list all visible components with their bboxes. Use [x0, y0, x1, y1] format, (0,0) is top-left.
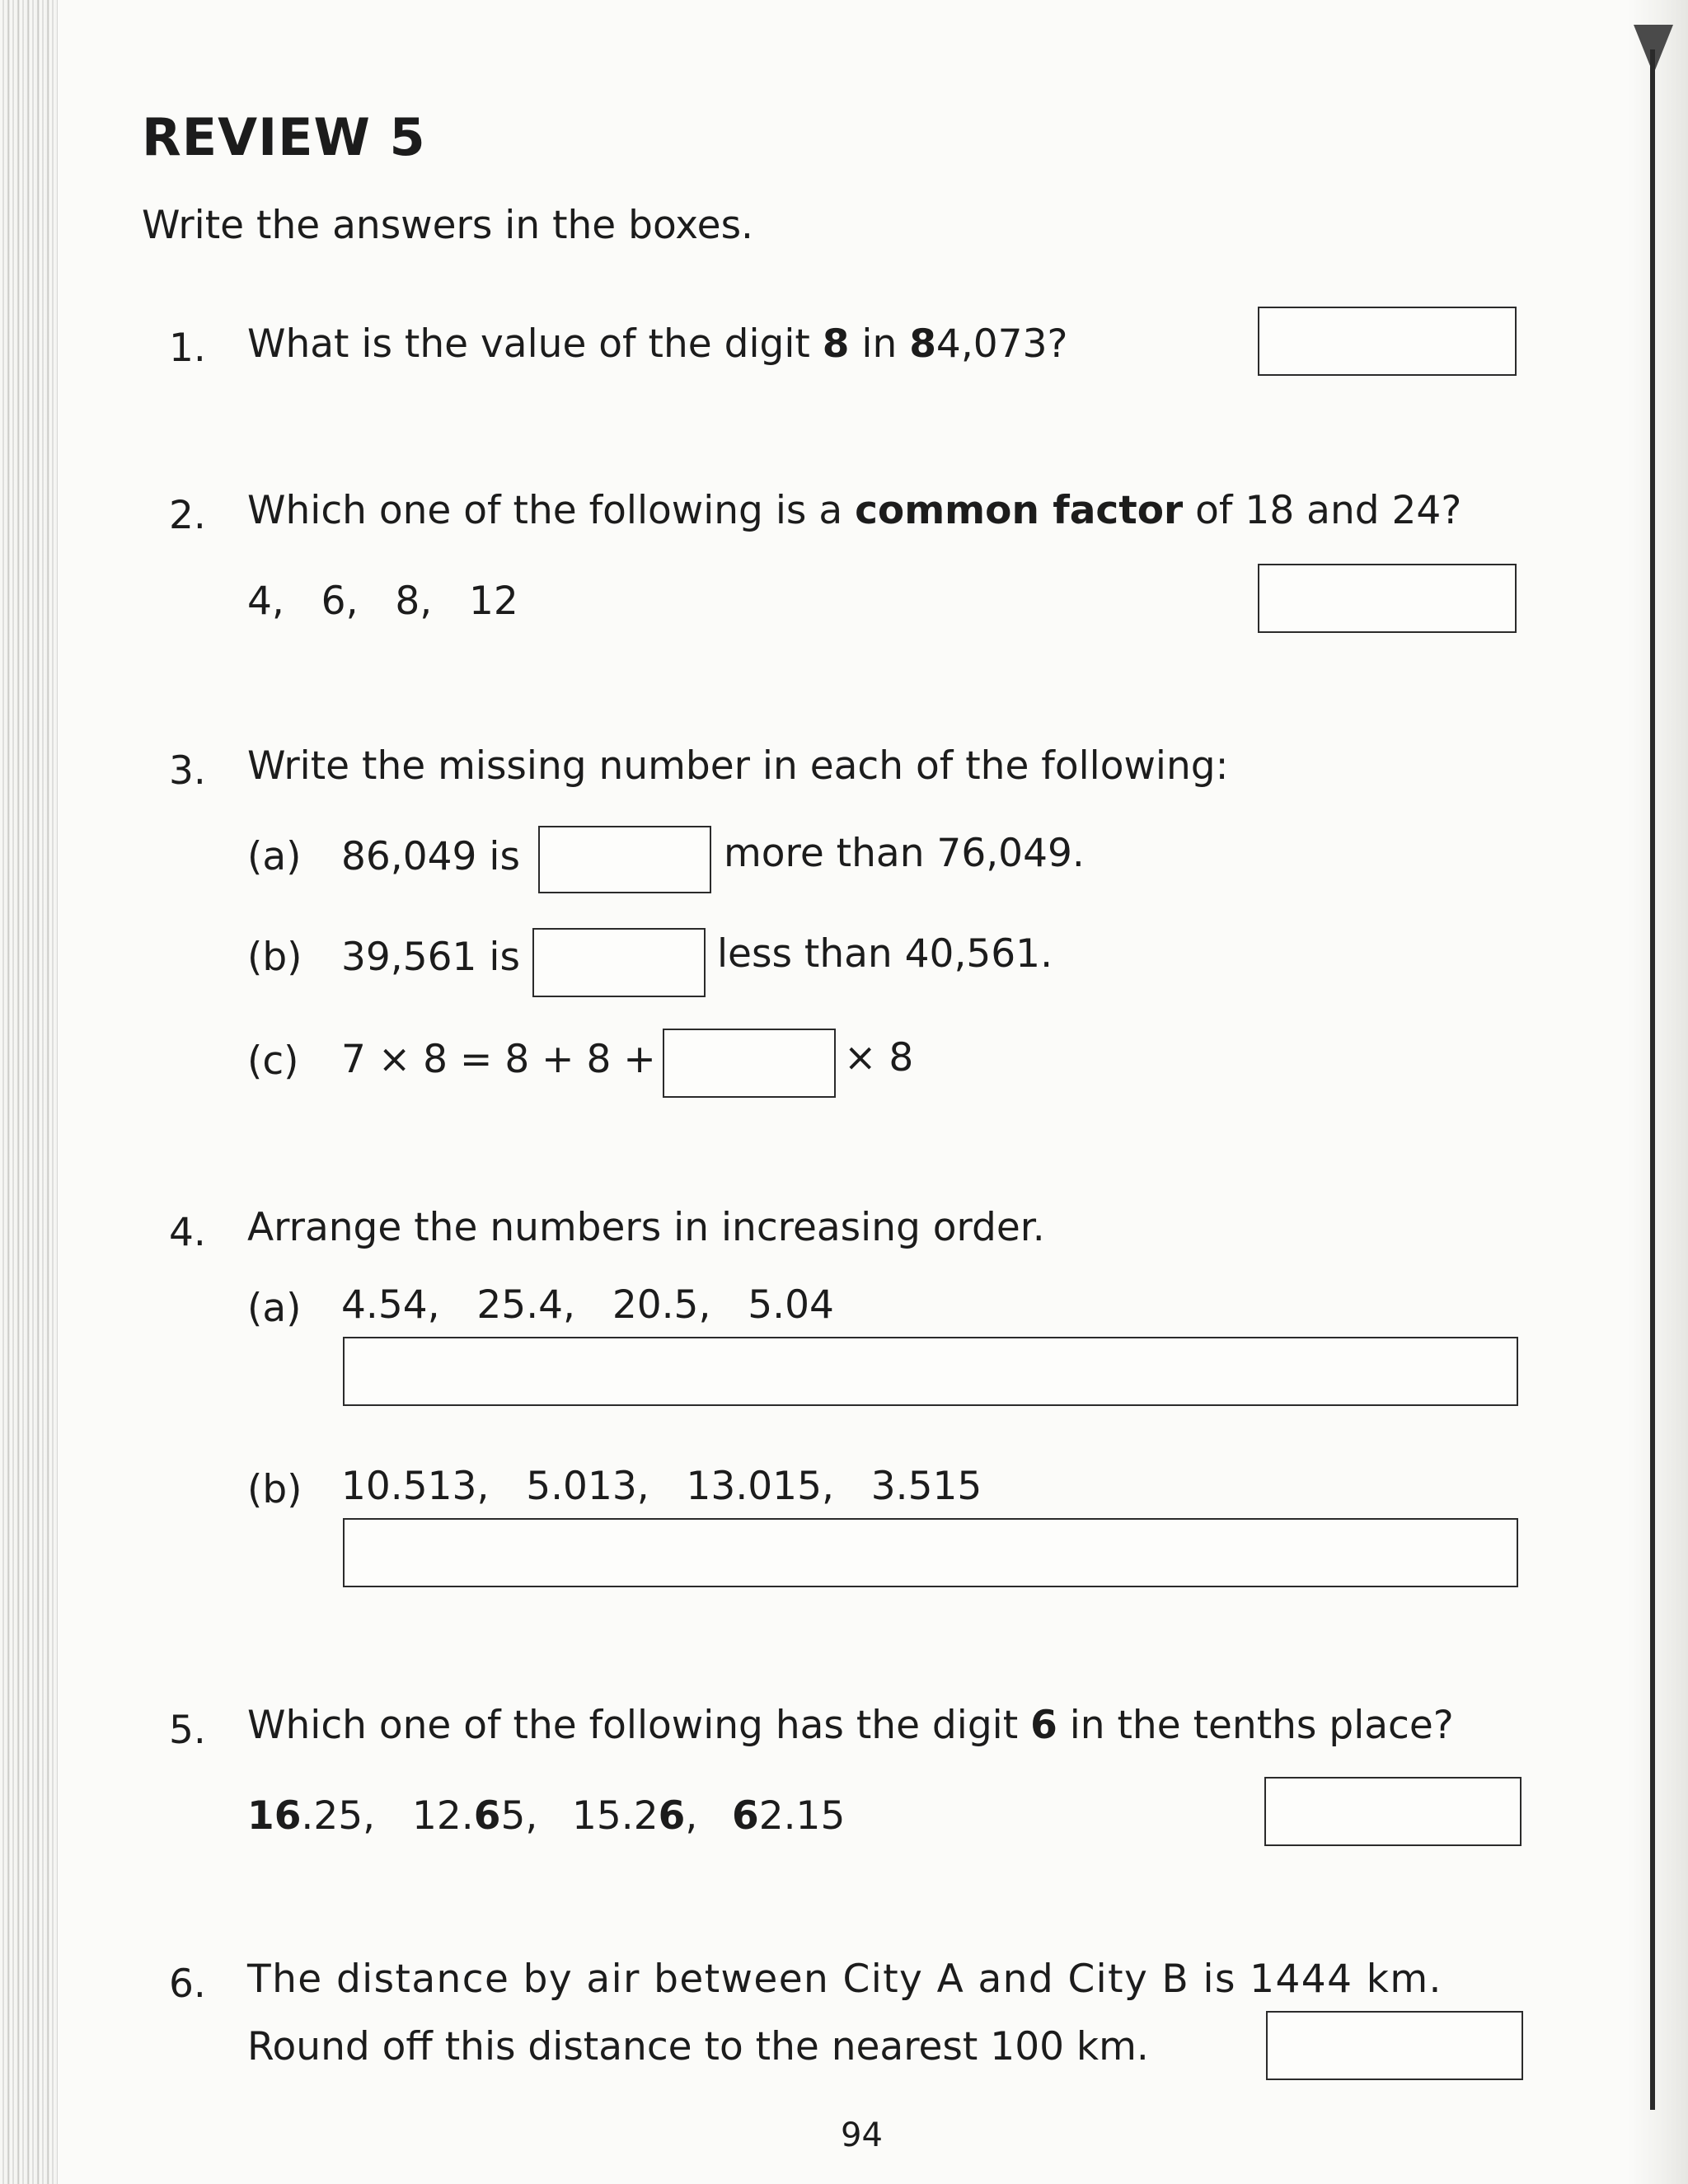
q3b-answer-box[interactable] — [532, 928, 706, 997]
q6-line-1: The distance by air between City A and City B is 1444 km. — [247, 1957, 1442, 2002]
q5-number: 5. — [169, 1708, 206, 1753]
page-title: REVIEW 5 — [142, 107, 426, 167]
q6-answer-box[interactable] — [1266, 2011, 1523, 2080]
q3c-pre: 7 × 8 = 8 + 8 + — [341, 1037, 656, 1082]
instruction-text: Write the answers in the boxes. — [142, 203, 753, 248]
q6-line-2: Round off this distance to the nearest 100 km. — [247, 2024, 1149, 2069]
q2-answer-box[interactable] — [1258, 564, 1517, 633]
q3a-answer-box[interactable] — [538, 826, 711, 893]
q3a-label: (a) — [247, 834, 302, 879]
q3b-post: less than 40,561. — [717, 931, 1053, 977]
q1-number: 1. — [169, 326, 206, 371]
q5-option-2: 12.65, — [412, 1793, 538, 1839]
q5-option-3: 15.26, — [572, 1793, 698, 1839]
q3-number: 3. — [169, 748, 206, 794]
q4b-answer-box[interactable] — [343, 1518, 1518, 1587]
q4-text: Arrange the numbers in increasing order. — [247, 1205, 1045, 1250]
q6-number: 6. — [169, 1961, 206, 2007]
q4a-label: (a) — [247, 1286, 302, 1331]
q3a-pre: 86,049 is — [341, 834, 520, 879]
q5-text: Which one of the following has the digit 6 in the tenths place? — [247, 1703, 1454, 1748]
q3c-label: (c) — [247, 1038, 299, 1084]
q5-option-1: 16.25, — [247, 1793, 376, 1839]
q1-text: What is the value of the digit 8 in 84,073? — [247, 321, 1068, 367]
book-spine-left — [0, 0, 58, 2184]
ribbon-bookmark — [1650, 49, 1655, 2110]
q3a-post: more than 76,049. — [724, 831, 1085, 876]
q4b-values: 10.513, 5.013, 13.015, 3.515 — [341, 1464, 982, 1509]
book-edge-right — [1629, 0, 1688, 2184]
q3b-pre: 39,561 is — [341, 935, 520, 980]
q4a-values: 4.54, 25.4, 20.5, 5.04 — [341, 1282, 834, 1328]
q2-options: 4, 6, 8, 12 — [247, 579, 518, 624]
q4a-answer-box[interactable] — [343, 1337, 1518, 1406]
q2-number: 2. — [169, 493, 206, 538]
q3-text: Write the missing number in each of the following: — [247, 743, 1229, 789]
q4b-label: (b) — [247, 1467, 302, 1512]
q1-answer-box[interactable] — [1258, 307, 1517, 376]
q3c-answer-box[interactable] — [663, 1029, 836, 1098]
q2-text: Which one of the following is a common factor of 18 and 24? — [247, 488, 1462, 533]
q5-answer-box[interactable] — [1264, 1777, 1522, 1846]
q4-number: 4. — [169, 1210, 206, 1255]
q3c-post: × 8 — [844, 1035, 914, 1080]
q5-option-4: 62.15 — [732, 1793, 846, 1839]
q3b-label: (b) — [247, 935, 302, 980]
page-number: 94 — [841, 2116, 883, 2154]
